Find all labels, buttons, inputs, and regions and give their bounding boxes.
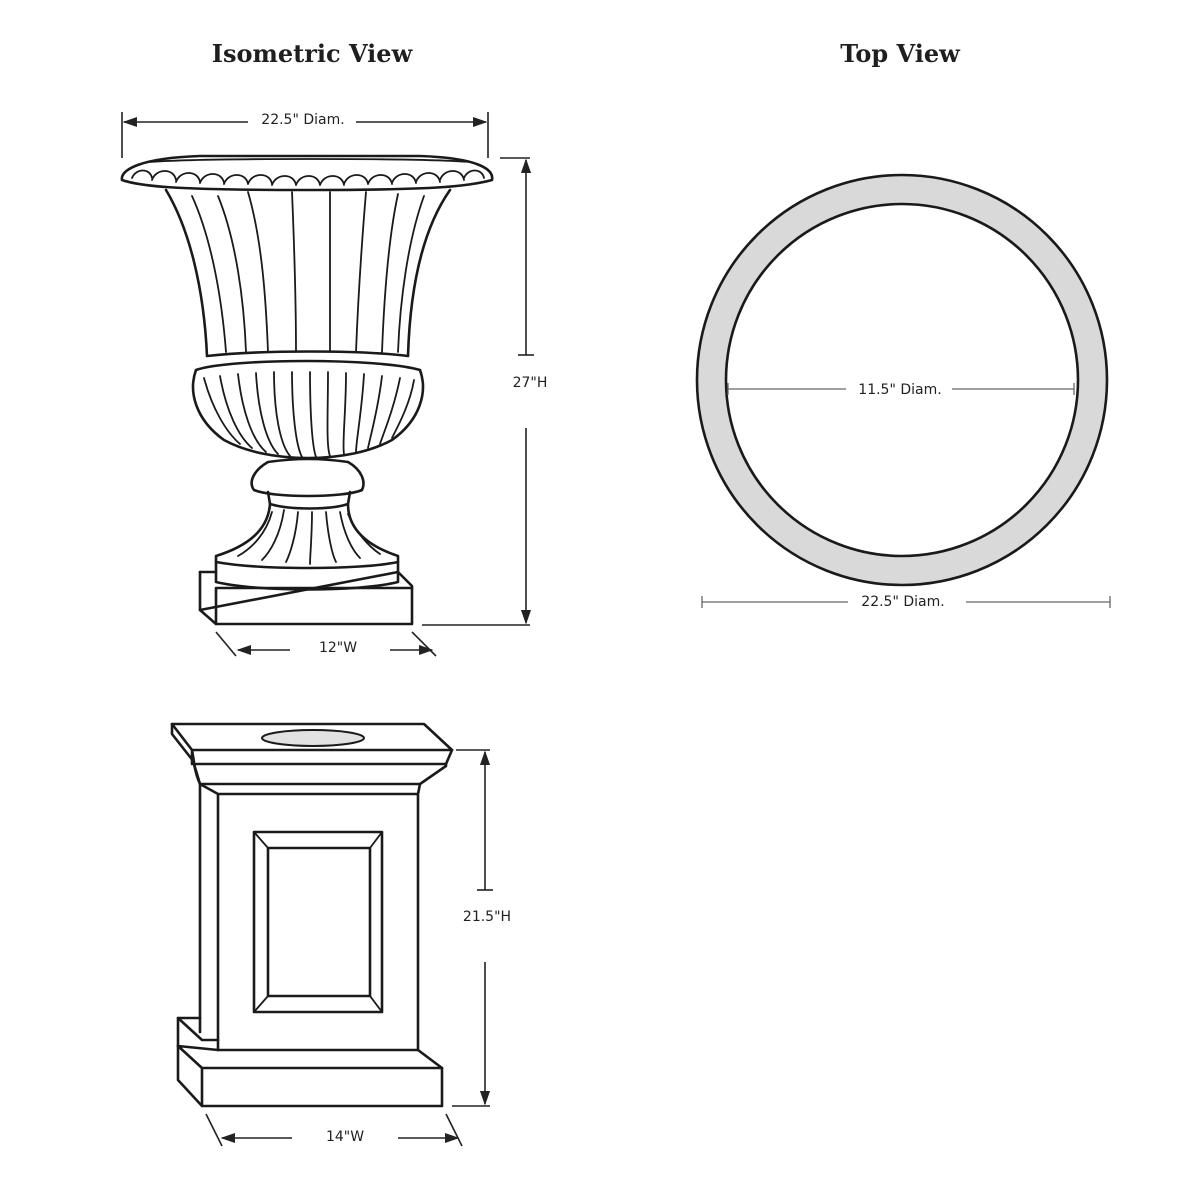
pedestal-width-label: 14"W — [325, 1129, 365, 1145]
pedestal-height-dimension — [452, 750, 511, 1106]
isometric-view-title: Isometric View — [211, 39, 413, 68]
pedestal-drawing — [172, 724, 452, 1106]
pedestal-width-dimension — [206, 1114, 462, 1146]
outer-diameter-label: 22.5" Diam. — [861, 594, 945, 610]
urn-diameter-label: 22.5" Diam. — [261, 112, 345, 128]
urn-width-label: 12"W — [318, 640, 358, 656]
urn-height-label: 27"H — [512, 375, 548, 391]
rim-scallops — [132, 171, 484, 186]
urn-height-dimension — [422, 158, 547, 625]
outer-diameter-dimension — [702, 594, 1110, 610]
urn-width-dimension — [216, 632, 436, 656]
pedestal-height-label: 21.5"H — [462, 909, 512, 925]
urn-drawing — [122, 156, 492, 624]
top-view-title: Top View — [840, 39, 960, 68]
inner-diameter-label: 11.5" Diam. — [858, 382, 942, 398]
urn-diameter-dimension — [122, 112, 488, 158]
top-view-ring — [697, 175, 1107, 585]
